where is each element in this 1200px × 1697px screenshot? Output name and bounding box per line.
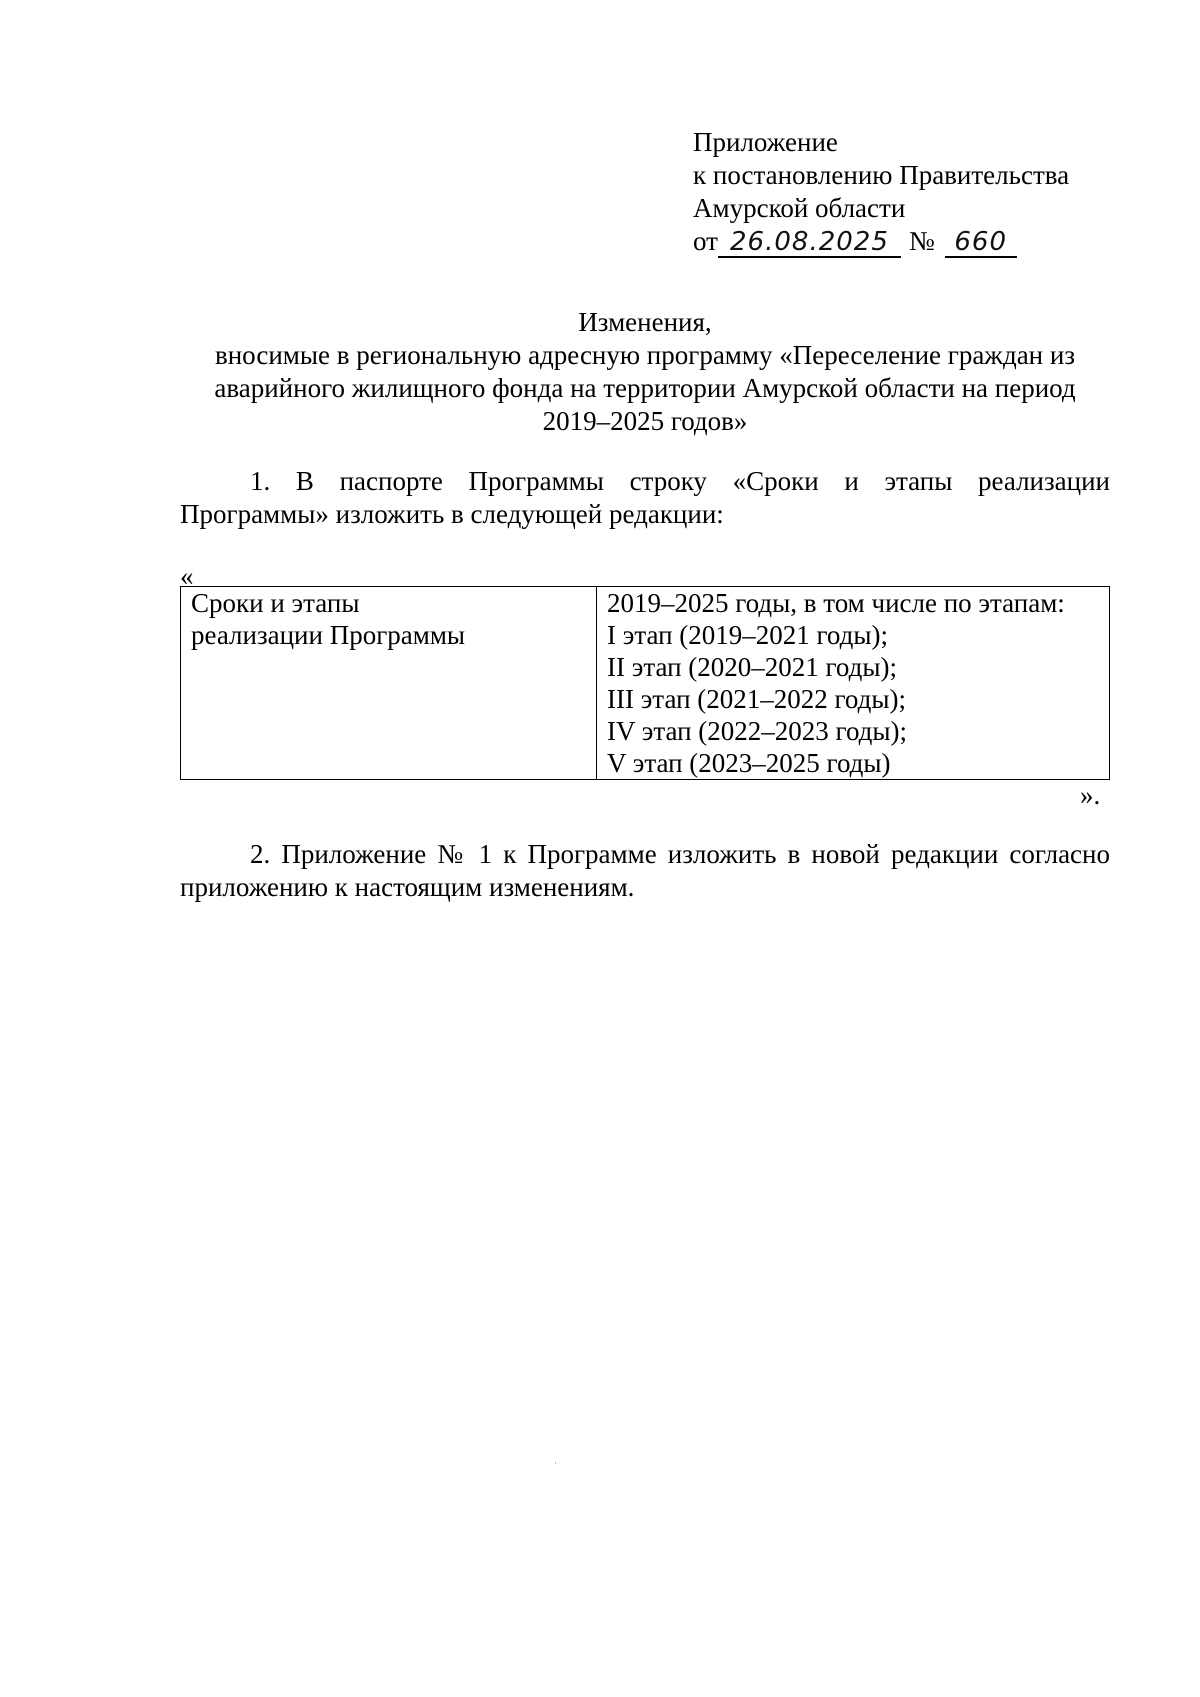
attachment-region: Амурской области bbox=[693, 193, 906, 223]
passport-table bbox=[180, 586, 1110, 780]
paragraph-1: 1. В паспорте Программы строку «Сроки и этапы реализации Программы» изложить в следующей редакции: bbox=[180, 466, 1110, 529]
quote-open-mark: « bbox=[180, 561, 194, 591]
heading-subtitle-line2: аварийного жилищного фонда на территории Амурской области на период bbox=[214, 373, 1076, 403]
document-heading bbox=[180, 306, 1110, 438]
stage-line: II этап (2020–2021 годы); bbox=[607, 652, 898, 682]
label-line: Сроки и этапы bbox=[191, 588, 360, 618]
attachment-date-number-line bbox=[693, 225, 1153, 258]
attachment-resolution-ref: к постановлению Правительства bbox=[693, 160, 1070, 190]
scan-artifact bbox=[555, 1462, 556, 1464]
quote-close-mark: ». bbox=[1080, 780, 1101, 810]
attachment-block bbox=[693, 126, 1153, 258]
label-line: реализации Программы bbox=[191, 620, 466, 650]
stage-line: 2019–2025 годы, в том числе по этапам: bbox=[607, 588, 1065, 618]
stage-line: I этап (2019–2021 годы); bbox=[607, 620, 889, 650]
heading-subtitle-line3: 2019–2025 годов» bbox=[542, 406, 748, 436]
handwritten-date: 26.08.2025 bbox=[718, 228, 901, 258]
heading-title: Изменения, bbox=[578, 307, 712, 337]
from-label: от bbox=[693, 226, 718, 256]
stage-line: V этап (2023–2025 годы) bbox=[607, 748, 891, 778]
attachment-title: Приложение bbox=[693, 127, 838, 157]
paragraph-2: 2. Приложение № 1 к Программе изложить в новой редакции согласно приложению к настоящим изменениям. bbox=[180, 839, 1110, 902]
number-sign: № bbox=[908, 226, 935, 256]
table-cell-label bbox=[181, 587, 597, 780]
stage-line: III этап (2021–2022 годы); bbox=[607, 684, 907, 714]
table-row bbox=[181, 587, 1110, 780]
stage-line: IV этап (2022–2023 годы); bbox=[607, 716, 908, 746]
table-cell-stages bbox=[597, 587, 1110, 780]
handwritten-number: 660 bbox=[945, 228, 1017, 258]
heading-subtitle-line1: вносимые в региональную адресную программу «Переселение граждан из bbox=[214, 340, 1076, 370]
